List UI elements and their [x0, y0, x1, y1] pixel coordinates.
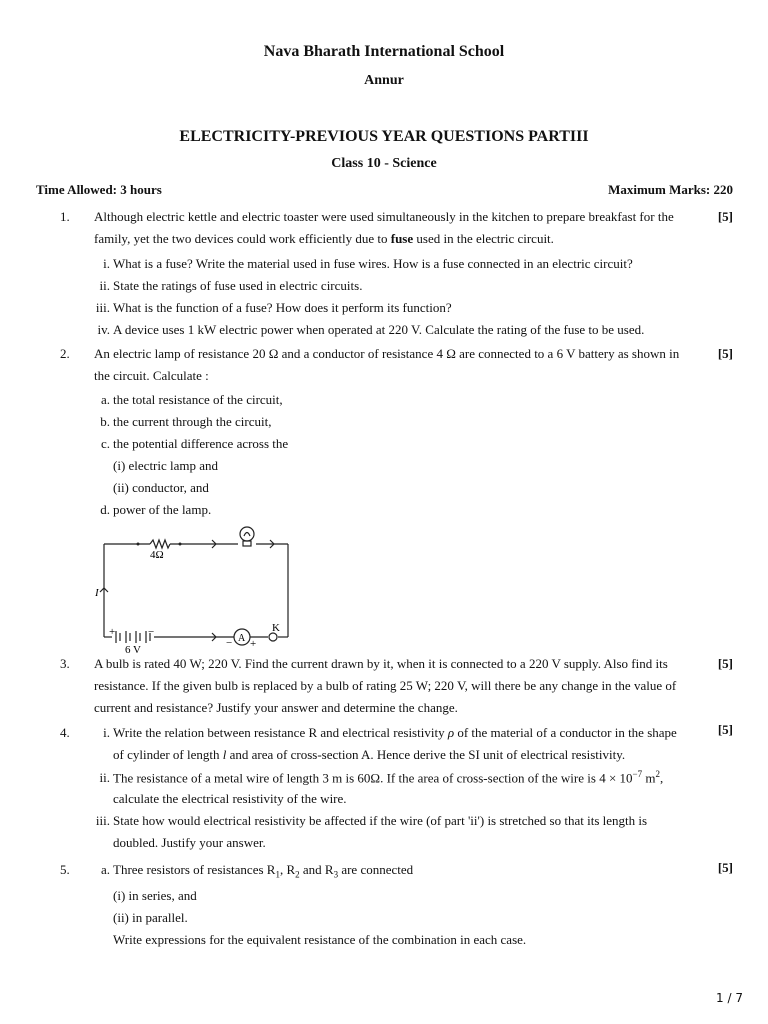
q5-in-parallel: (ii) in parallel.	[113, 910, 188, 925]
q2-text-line2: the circuit. Calculate :	[94, 368, 209, 383]
paper-title: ELECTRICITY-PREVIOUS YEAR QUESTIONS PARTIII	[179, 128, 589, 145]
q1-marks: [5]	[717, 209, 733, 224]
q2-text-line1: An electric lamp of resistance 20 Ω and a conductor of resistance 4 Ω are connected to a 6 V battery as shown in	[94, 346, 680, 361]
q4-sub-iii-line1: iii. State how would electrical resistivity be affected if the wire (of part 'ii') is stretched so that its length is	[95, 813, 648, 828]
q2-sub-b: b. the current through the circuit,	[100, 414, 272, 429]
q1-sub-ii: ii. State the ratings of fuse used in electric circuits.	[99, 278, 363, 293]
q3-text-line2: resistance. If the given bulb is replaced by a bulb of rating 25 W; 220 V, will there be any change in the value of	[94, 678, 677, 693]
q5-in-series: (i) in series, and	[113, 888, 197, 903]
resistor-zigzag	[150, 540, 170, 548]
q2-sub-c: c. the potential difference across the	[100, 436, 289, 451]
q4-number: 4.	[60, 725, 70, 740]
class-subject: Class 10 - Science	[331, 156, 437, 171]
q2-marks: [5]	[717, 346, 733, 361]
q2-sub-d: d. power of the lamp.	[100, 502, 212, 517]
resistor-label: 4Ω	[150, 549, 164, 561]
school-location: Annur	[364, 73, 404, 88]
q1-number: 1.	[60, 209, 70, 224]
q5-marks: [5]	[717, 860, 733, 875]
q3-text-line1: A bulb is rated 40 W; 220 V. Find the current drawn by it, when it is connected to a 220 V supply. Also find its	[94, 656, 668, 671]
q1-sub-iii: iii. What is the function of a fuse? How does it perform its function?	[95, 300, 452, 315]
ammeter-plus: +	[250, 638, 257, 650]
maximum-marks: Maximum Marks: 220	[608, 182, 733, 197]
page-number: 1 / 7	[716, 991, 743, 1005]
q3-text-line3: current and resistance? Justify your answer and determine the change.	[94, 700, 458, 715]
q1-text-line1: Although electric kettle and electric toaster were used simultaneously in the kitchen to prepare breakfast for the	[94, 209, 674, 224]
bulb-symbol	[240, 527, 254, 541]
ammeter-label: A	[238, 633, 246, 644]
q4-sub-ii-line1: ii. The resistance of a metal wire of length 3 m is 60Ω. If the area of cross-section of the wire is $4 \times 10^{-7}$ $m^2$,	[99, 769, 664, 786]
q5-number: 5.	[60, 862, 70, 877]
time-allowed: Time Allowed: 3 hours	[36, 182, 162, 197]
q5-sub-a: a. Three resistors of resistances $R_1$, $R_2$ and $R_3$ are connected	[100, 862, 414, 880]
school-name: Nava Bharath International School	[263, 43, 505, 60]
q1-sub-i: i. What is a fuse? Write the material used in fuse wires. How is a fuse connected in an electric circuit?	[103, 256, 633, 271]
q4-sub-iii-line2: doubled. Justify your answer.	[113, 835, 266, 850]
q2-sub-a: a. the total resistance of the circuit,	[100, 392, 283, 407]
key-label: K	[272, 622, 280, 634]
q3-number: 3.	[60, 656, 70, 671]
key-symbol	[269, 633, 277, 641]
q3-marks: [5]	[717, 656, 733, 671]
q4-sub-ii-line2: calculate the electrical resistivity of the wire.	[113, 791, 347, 806]
q4-sub-i-line2: of cylinder of length l and area of cross-section A. Hence derive the SI unit of electrical resistivity.	[113, 747, 626, 762]
q2-sub-c-ii: (ii) conductor, and	[113, 480, 209, 495]
q4-marks: [5]	[717, 722, 733, 737]
q4-sub-i-line1: i. Write the relation between resistance R and electrical resistivity ρ of the material of a conductor in the shape	[103, 725, 677, 740]
fuse-keyword: fuse	[390, 231, 414, 246]
q2-sub-c-i: (i) electric lamp and	[113, 458, 219, 473]
ammeter-minus: −	[226, 637, 233, 649]
battery-minus: −	[148, 626, 155, 638]
battery-plus: +	[109, 626, 116, 638]
current-label: I	[95, 587, 99, 599]
q2-number: 2.	[60, 346, 70, 361]
q5-write-expressions: Write expressions for the equivalent resistance of the combination in each case.	[113, 932, 527, 947]
battery-label: 6 V	[125, 644, 141, 654]
q1-text-line2: family, yet the two devices could work efficiently due to fuse used in the electric circuit.	[94, 231, 554, 246]
circuit-diagram	[92, 522, 292, 654]
q1-sub-iv: iv. A device uses 1 kW electric power when operated at 220 V. Calculate the rating of the fuse to be used.	[97, 322, 645, 337]
